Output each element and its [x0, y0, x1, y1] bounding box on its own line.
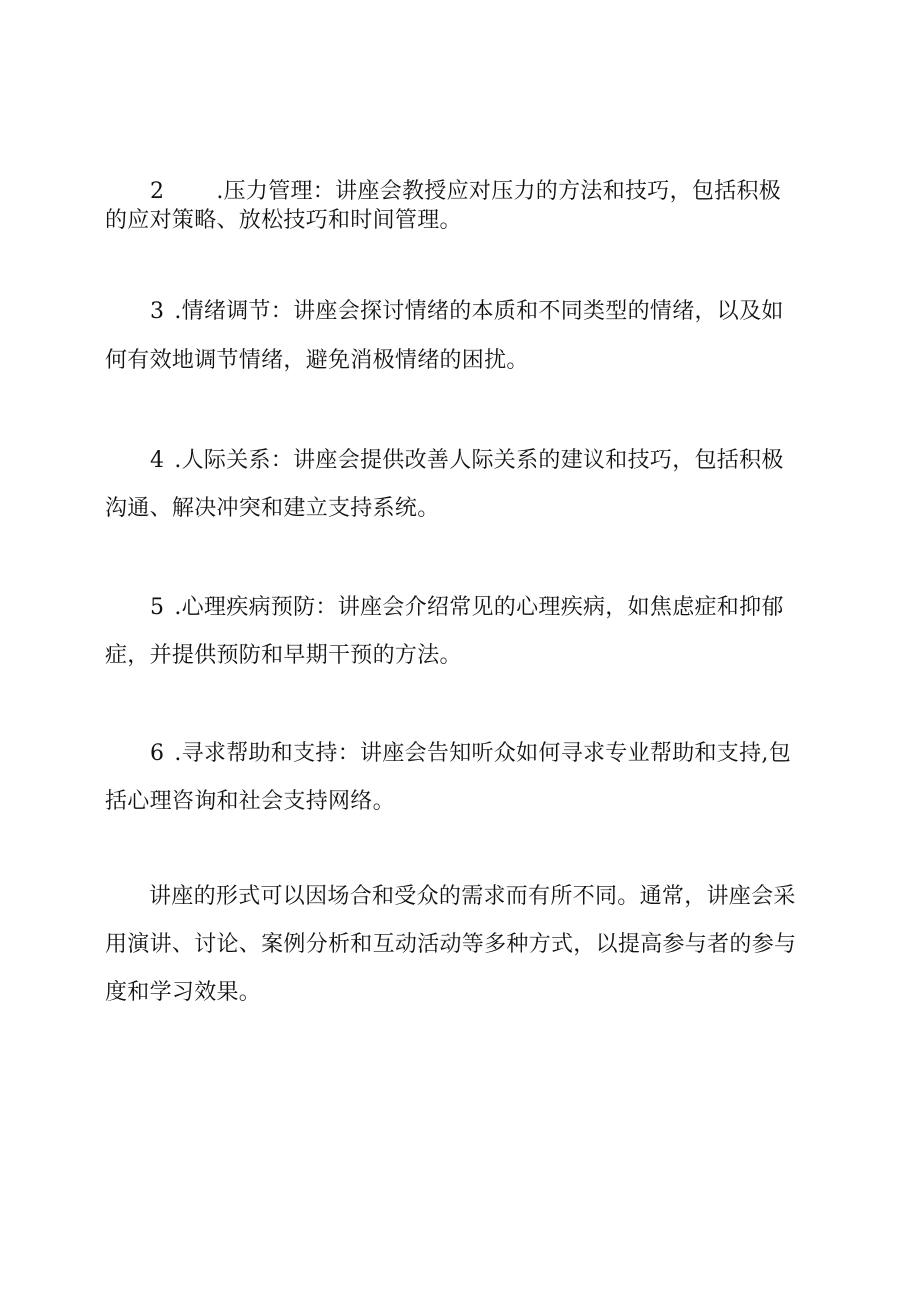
item-4-text-1: .人际关系：讲座会提供改善人际关系的建议和技巧，包括积极 [174, 448, 784, 473]
closing-paragraph-line-3: 度和学习效果。 [105, 980, 262, 1005]
item-2-line-2: 的应对策略、放松技巧和时间管理。 [105, 208, 462, 233]
closing-paragraph-line-1 [105, 882, 825, 912]
closing-text-1: 讲座的形式可以因场合和受众的需求而有所不同。通常，讲座会采 [149, 884, 796, 909]
item-2-number: 2 [150, 179, 165, 204]
item-4-number: 4 [150, 448, 165, 473]
item-3-line-2: 何有效地调节情绪，避免消极情绪的困扰。 [105, 348, 529, 373]
item-4-line-2: 沟通、解决冲突和建立支持系统。 [105, 496, 440, 521]
item-2-text-1: .压力管理：讲座会教授应对压力的方法和技巧，包括积极 [216, 179, 782, 204]
item-4-line-1 [105, 446, 825, 476]
item-5-line-1 [105, 593, 825, 623]
item-6-number: 6 [150, 741, 165, 766]
closing-paragraph-line-2: 用演讲、讨论、案例分析和互动活动等多种方式，以提高参与者的参与 [105, 932, 797, 957]
item-2-line-1 [105, 177, 825, 207]
item-3-number: 3 [150, 299, 165, 324]
item-3-line-1 [105, 297, 825, 327]
item-5-number: 5 [150, 595, 165, 620]
item-6-line-1 [105, 739, 825, 769]
item-5-text-1: .心理疾病预防：讲座会介绍常见的心理疾病，如焦虑症和抑郁 [174, 595, 784, 620]
item-3-text-1: .情绪调节：讲座会探讨情绪的本质和不同类型的情绪，以及如 [174, 299, 784, 324]
item-6-line-2: 括心理咨询和社会支持网络。 [105, 789, 395, 814]
item-5-line-2: 症，并提供预防和早期干预的方法。 [105, 643, 462, 668]
item-6-text-1: .寻求帮助和支持：讲座会告知听众如何寻求专业帮助和支持,包 [174, 741, 792, 766]
